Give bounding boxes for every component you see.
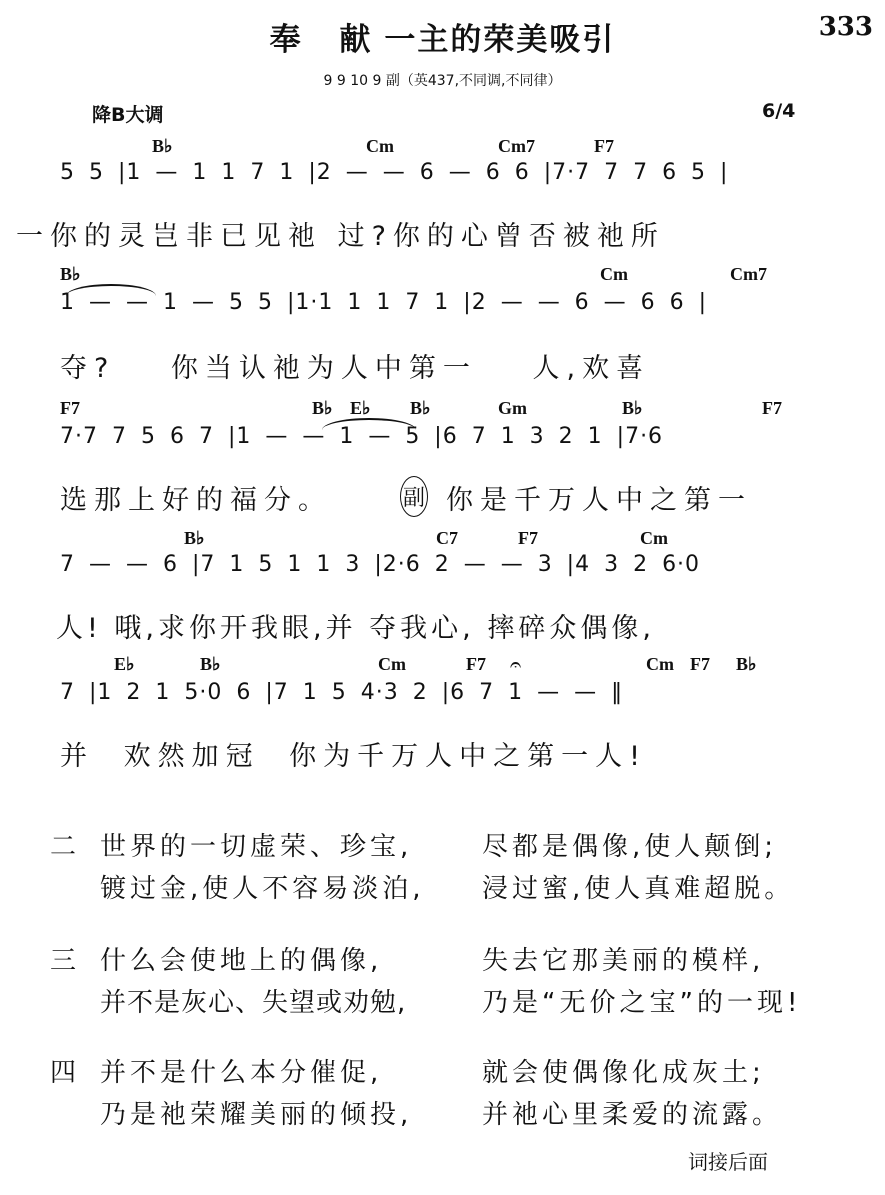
page-title (0, 14, 885, 59)
lyrics-line: 一你的灵岂非已见祂 过?你的心曾否被祂所 (16, 221, 665, 252)
verse-line: 浸过蜜,使人真难超脱。 (482, 874, 795, 904)
chord-label: Cm (646, 654, 674, 674)
chord-label: Gm (498, 398, 527, 418)
lyrics-line: 夺? 你当认祂为人中第一 人,欢喜 (60, 353, 651, 384)
lyrics-line: 选那上好的福分。 (60, 485, 332, 516)
verse-line: 并不是什么本分催促, (100, 1058, 383, 1088)
chord-label: E♭ (350, 398, 371, 418)
lyrics-line: 你是千万人中之第一 (446, 485, 752, 516)
footer-note: 词接后面 (688, 1150, 768, 1174)
verse-line: 镀过金,使人不容易淡泊, (100, 874, 425, 904)
chord-label: F7 (60, 398, 80, 418)
chord-label: B♭ (184, 528, 205, 548)
chord-label: F7 (762, 398, 782, 418)
chord-label: B♭ (152, 136, 173, 156)
verse-line: 尽都是偶像,使人颠倒; (482, 832, 778, 862)
verse-number: 三 (50, 946, 77, 976)
refrain-marker: 副 (400, 476, 428, 517)
title-main: 奉 献 (269, 22, 385, 58)
verse-line: 什么会使地上的偶像, (100, 946, 383, 976)
chord-label: Cm (640, 528, 668, 548)
chord-label: F7 (466, 654, 486, 674)
time-signature: 6/4 (762, 100, 796, 122)
notation-line: 5 5 |1 — 1 1 7 1 |2 — — 6 — 6 6 |7·7 7 7 6 5 | (60, 160, 729, 185)
chord-label: E♭ (114, 654, 135, 674)
verse-number: 四 (50, 1058, 77, 1088)
notation-line: 1 — — 1 — 5 5 |1·1 1 1 7 1 |2 — — 6 — 6 6 | (60, 290, 708, 315)
verse-line: 并祂心里柔爱的流露。 (482, 1100, 783, 1130)
verse-line: 失去它那美丽的模样, (482, 946, 765, 976)
meter-info: 9 9 10 9 副（英437,不同调,不同律） (323, 73, 562, 89)
chord-label: Cm (366, 136, 394, 156)
title-subtitle: 一主的荣美吸引 (384, 22, 616, 58)
chord-label: B♭ (200, 654, 221, 674)
chord-label: B♭ (410, 398, 431, 418)
lyrics-line: 人! 哦,求你开我眼,并 夺我心, 摔碎众偶像, (56, 613, 655, 644)
chord-label: F7 (690, 654, 710, 674)
key-signature: 降B大调 (92, 104, 164, 126)
chord-label: Cm (378, 654, 406, 674)
verse-line: 世界的一切虚荣、珍宝, (100, 832, 413, 862)
chord-label: B♭ (736, 654, 757, 674)
verse-line: 乃是“无价之宝”的一现! (482, 988, 802, 1018)
notation-line: 7·7 7 5 6 7 |1 — — 1 — 5 |6 7 1 3 2 1 |7·6 (60, 424, 664, 449)
chord-label: Cm7 (498, 136, 535, 156)
hymn-number: 333 (818, 12, 873, 42)
chord-label: F7 (518, 528, 538, 548)
lyrics-line: 并 欢然加冠 你为千万人中之第一人! (60, 741, 647, 772)
chord-label: B♭ (60, 264, 81, 284)
notation-line: 7 — — 6 |7 1 5 1 1 3 |2·6 2 — — 3 |4 3 2 6·0 (60, 552, 701, 577)
fermata-icon: 𝄐 (510, 652, 522, 676)
notation-line: 7 |1 2 1 5·0 6 |7 1 5 4·3 2 |6 7 1 — — ‖ (60, 680, 624, 705)
verse-line: 并不是灰心、失望或劝勉, (100, 988, 407, 1018)
chord-label: F7 (594, 136, 614, 156)
chord-label: B♭ (622, 398, 643, 418)
chord-label: B♭ (312, 398, 333, 418)
verse-line: 乃是祂荣耀美丽的倾投, (100, 1100, 413, 1130)
verse-line: 就会使偶像化成灰土; (482, 1058, 765, 1088)
chord-label: Cm (600, 264, 628, 284)
chord-label: C7 (436, 528, 458, 548)
verse-number: 二 (50, 832, 77, 862)
chord-label: Cm7 (730, 264, 767, 284)
